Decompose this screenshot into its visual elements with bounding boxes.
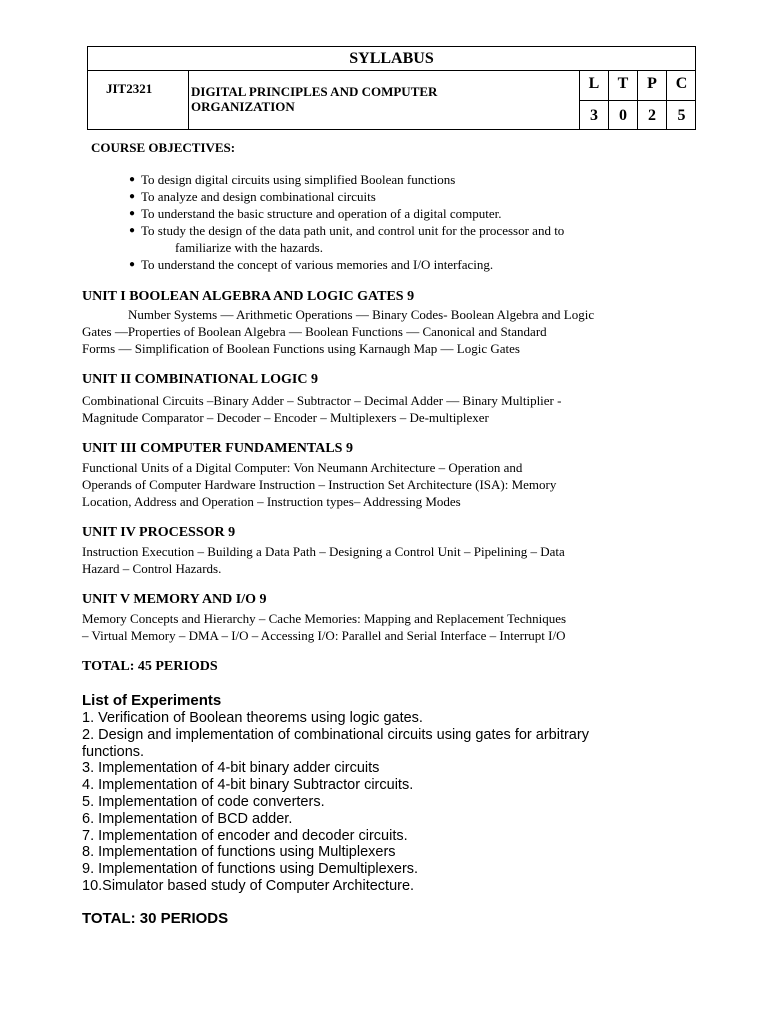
unit-4-line: Hazard – Control Hazards. [82, 561, 222, 576]
objective-item: ● To design digital circuits using simplified Boolean functions [129, 171, 689, 188]
total-practical-periods: TOTAL: 30 PERIODS [82, 910, 229, 927]
unit-3-line: Operands of Computer Hardware Instruction – Instruction Set Architecture (ISA): Memory [82, 477, 557, 492]
ltpc-label-p: P [638, 71, 667, 100]
experiment-item: 10.Simulator based study of Computer Architecture. [82, 877, 415, 894]
objective-item: ● To understand the basic structure and operation of a digital computer. [129, 205, 689, 222]
unit-2-line: Magnitude Comparator – Decoder – Encoder – Multiplexers – De-multiplexer [82, 410, 489, 425]
course-code: JIT2321 [88, 71, 189, 130]
unit-3-line: Location, Address and Operation – Instruction types– Addressing Modes [82, 494, 461, 509]
unit-1-heading: UNIT I BOOLEAN ALGEBRA AND LOGIC GATES 9 [82, 289, 415, 304]
unit-1-line: Number Systems — Arithmetic Operations — Binary Codes- Boolean Algebra and Logic [128, 307, 595, 322]
unit-1-line: Gates —Properties of Boolean Algebra — Boolean Functions — Canonical and Standard [82, 324, 547, 339]
experiment-item: 8. Implementation of functions using Multiplexers [82, 844, 396, 861]
course-name [189, 71, 580, 130]
experiment-item: 9. Implementation of functions using Demultiplexers. [82, 861, 419, 878]
course-row [88, 71, 695, 130]
unit-2-body [82, 392, 692, 426]
ltpc-label-c: C [675, 75, 688, 92]
experiment-item: 4. Implementation of 4-bit binary Subtractor circuits. [82, 777, 414, 794]
unit-4-line: Instruction Execution – Building a Data Path – Designing a Control Unit – Pipelining – Data [82, 544, 565, 559]
ltpc-value-c: 5 [667, 100, 696, 130]
experiment-item: 7. Implementation of encoder and decoder circuits. [82, 827, 408, 844]
experiments-list [82, 710, 702, 895]
unit-5-line: Memory Concepts and Hierarchy – Cache Memories: Mapping and Replacement Techniques [82, 611, 567, 626]
objective-item: ● To understand the concept of various memories and I/O interfacing. [129, 256, 689, 273]
objective-item: ● To analyze and design combinational circuits [129, 188, 689, 205]
unit-4-body [82, 543, 692, 577]
experiment-item: 1. Verification of Boolean theorems using logic gates. [82, 710, 423, 726]
total-theory-periods: TOTAL: 45 PERIODS [82, 659, 218, 674]
unit-1-line: Forms — Simplification of Boolean Functions using Karnaugh Map — Logic Gates [82, 341, 520, 356]
ltpc-label-l: L [580, 71, 609, 100]
course-name-line2: ORGANIZATION [191, 99, 295, 114]
unit-5-heading: UNIT V MEMORY AND I/O 9 [82, 592, 267, 607]
experiment-item: 6. Implementation of BCD adder. [82, 810, 293, 827]
ltpc-label-t: T [609, 71, 638, 100]
unit-3-body [82, 459, 692, 510]
objective-item: ● To study the design of the data path unit, and control unit for the processor and to [129, 222, 689, 239]
unit-4-heading: UNIT IV PROCESSOR 9 [82, 525, 236, 540]
ltpc-grid [580, 71, 696, 130]
unit-2-heading: UNIT II COMBINATIONAL LOGIC 9 [82, 372, 318, 387]
experiment-item-continuation: functions. [82, 743, 145, 760]
unit-2-line: Combinational Circuits –Binary Adder – Subtractor – Decimal Adder — Binary Multiplier - [82, 393, 562, 408]
objectives-heading: COURSE OBJECTIVES: [91, 140, 236, 155]
unit-3-heading: UNIT III COMPUTER FUNDAMENTALS 9 [82, 441, 353, 456]
objective-item-continuation: familiarize with the hazards. [175, 240, 323, 255]
unit-5-body [82, 610, 692, 644]
ltpc-value-t: 0 [609, 100, 638, 130]
experiment-item: 3. Implementation of 4-bit binary adder circuits [82, 760, 380, 777]
syllabus-header-table [87, 46, 696, 130]
experiments-heading: List of Experiments [82, 692, 222, 709]
ltpc-value-l: 3 [580, 100, 609, 130]
experiment-item: 2. Design and implementation of combinational circuits using gates for arbitrary [82, 726, 589, 743]
objectives-list [129, 171, 689, 273]
ltpc-value-p: 2 [638, 100, 667, 130]
course-name-line1: DIGITAL PRINCIPLES AND COMPUTER [191, 84, 438, 99]
syllabus-title: SYLLABUS [88, 47, 695, 71]
unit-5-line: – Virtual Memory – DMA – I/O – Accessing I/O: Parallel and Serial Interface – Interrupt I/O [82, 628, 566, 643]
unit-1-body [82, 306, 692, 357]
experiment-item: 5. Implementation of code converters. [82, 793, 325, 810]
unit-3-line: Functional Units of a Digital Computer: Von Neumann Architecture – Operation and [82, 460, 523, 475]
